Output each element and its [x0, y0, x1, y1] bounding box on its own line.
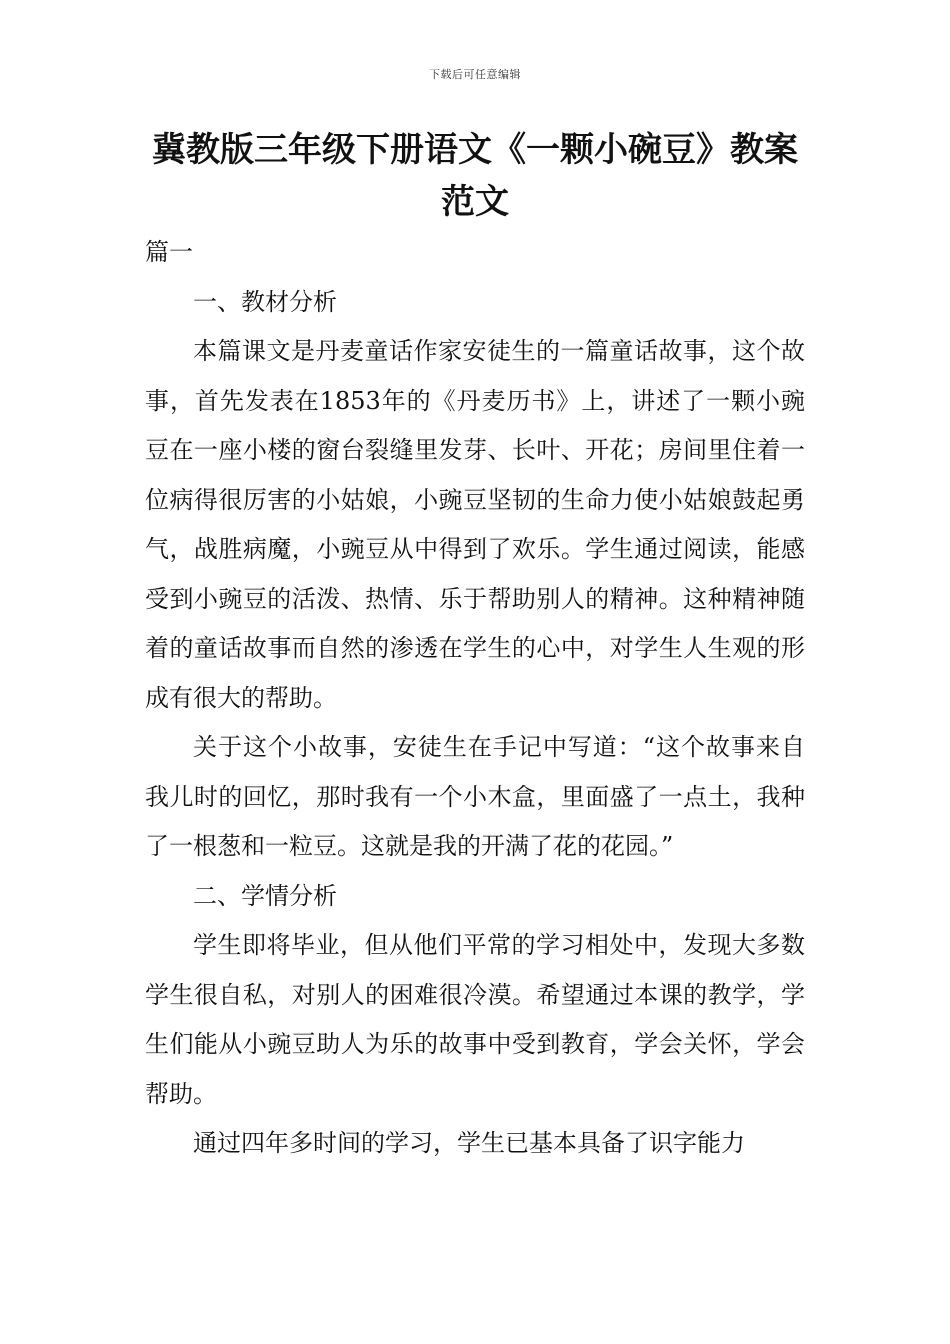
section-heading-1: 一、教材分析 — [193, 287, 337, 316]
part-label: 篇一 — [145, 238, 193, 266]
paragraph-1-2: 关于这个小故事，安徒生在手记中写道：“这个故事来自我儿时的回忆，那时我有一个小木盒，里面盛了一点土，我种了一根葱和一粒豆。这就是我的开满了花的花园。” — [145, 733, 805, 860]
paragraph-2-1: 学生即将毕业，但从他们平常的学习相处中，发现大多数学生很自私，对别人的困难很冷漠。希望通过本课的教学，学生们能从小豌豆助人为乐的故事中受到教育，学会关怀，学会帮助。 — [145, 931, 805, 1108]
document-title: 冀教版三年级下册语文《一颗小碗豆》教案范文 — [152, 130, 798, 222]
document-body — [145, 228, 805, 1169]
paragraph-2-2: 通过四年多时间的学习，学生已基本具备了识字能力 — [193, 1129, 745, 1157]
header-note: 下载后可任意编辑 — [429, 68, 521, 81]
paragraph-1-1: 本篇课文是丹麦童话作家安徒生的一篇童话故事，这个故事，首先发表在1853年的《丹麦历书》上，讲述了一颗小豌豆在一座小楼的窗台裂缝里发芽、长叶、开花；房间里住着一位病得很厉害的小姑娘，小豌豆坚韧的生命力使小姑娘鼓起勇气，战胜病魔，小豌豆从中得到了欢乐。学生通过阅读，能感受到小豌豆的活泼、热情、乐于帮助别人的精神。这种精神随着的童话故事而自然的渗透在学生的心中，对学生人生观的形成有很大的帮助。 — [145, 337, 805, 712]
section-heading-2: 二、学情分析 — [193, 881, 337, 910]
